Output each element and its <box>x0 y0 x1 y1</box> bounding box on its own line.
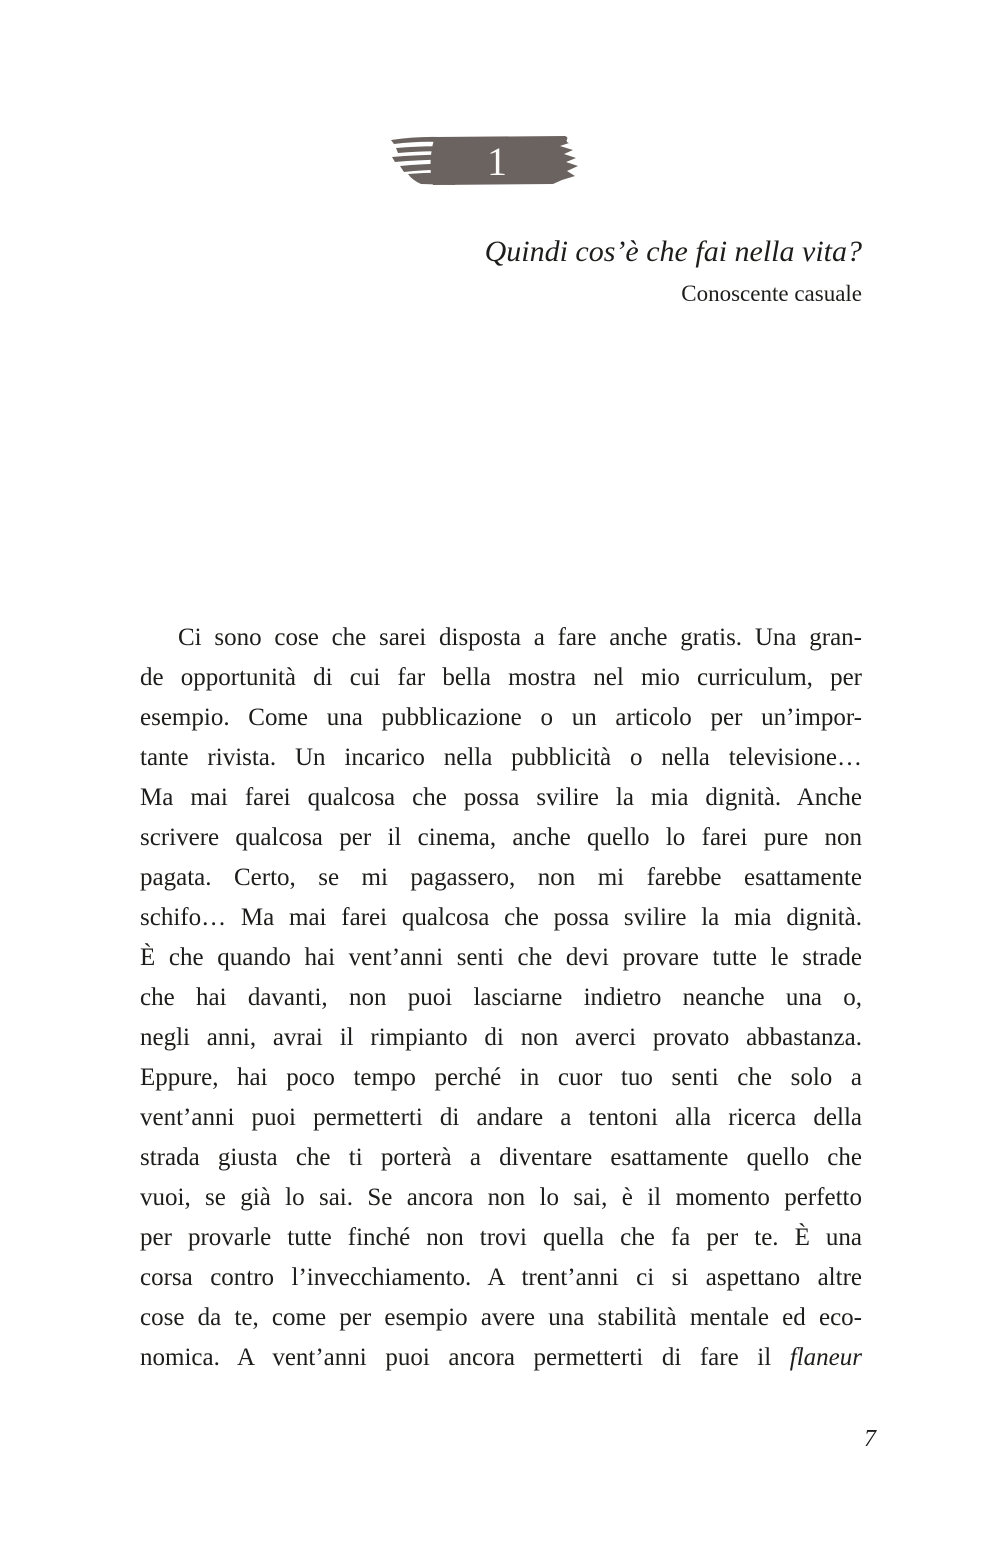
body-text-line <box>140 1098 862 1138</box>
brush-stroke-graphic <box>385 132 590 188</box>
body-text-line <box>140 1138 862 1178</box>
body-text-line <box>140 1178 862 1218</box>
body-text-segment: pagata. Certo, se mi pagassero, non mi farebbe esattamente <box>140 864 862 891</box>
body-text-segment: esempio. Come una pubblicazione o un articolo per un’impor- <box>140 704 862 731</box>
body-text-line <box>140 1218 862 1258</box>
body-text-segment: Ci sono cose che sarei disposta a fare anche gratis. Una gran- <box>178 624 862 651</box>
body-text-line <box>140 898 862 938</box>
body-text-segment: corsa contro l’invecchiamento. A trent’anni ci si aspettano altre <box>140 1264 862 1291</box>
body-text-segment: scrivere qualcosa per il cinema, anche quello lo farei pure non <box>140 824 862 851</box>
body-text-segment: de opportunità di cui far bella mostra nel mio curriculum, per <box>140 664 862 691</box>
body-text-line <box>140 858 862 898</box>
body-text-line <box>140 818 862 858</box>
body-text-line <box>140 978 862 1018</box>
body-text-segment: che hai davanti, non puoi lasciarne indietro neanche una o, <box>140 984 862 1011</box>
body-text-segment: tante rivista. Un incarico nella pubblicità o nella televisione… <box>140 744 862 771</box>
body-text-segment: schifo… Ma mai farei qualcosa che possa svilire la mia dignità. <box>140 904 862 931</box>
chapter-number: 1 <box>487 139 507 184</box>
brush-streak <box>408 173 455 185</box>
epigraph <box>485 233 862 309</box>
body-text-segment: Ma mai farei qualcosa che possa svilire la mia dignità. Anche <box>140 784 862 811</box>
body-italic-word: flaneur <box>789 1344 862 1371</box>
body-text-segment: nomica. A vent’anni puoi ancora permetterti di fare il <box>140 1344 790 1371</box>
chapter-banner <box>385 132 590 188</box>
body-text-line <box>140 778 862 818</box>
body-text-line <box>140 1298 862 1338</box>
body-text-segment: vuoi, se già lo sai. Se ancora non lo sai, è il momento perfetto <box>140 1184 862 1211</box>
body-text-line <box>140 618 862 658</box>
body-text-line <box>140 1018 862 1058</box>
body-text-segment: negli anni, avrai il rimpianto di non averci provato abbastanza. <box>140 1024 862 1051</box>
body-text-line <box>140 698 862 738</box>
body-text-line <box>140 1338 862 1378</box>
body-text-segment: Eppure, hai poco tempo perché in cuor tuo senti che solo a <box>140 1064 862 1091</box>
body-text-line <box>140 1058 862 1098</box>
body-text-segment: È che quando hai vent’anni senti che devi provare tutte le strade <box>140 944 862 971</box>
epigraph-quote: Quindi cos’è che fai nella vita? <box>484 235 862 268</box>
epigraph-attribution: Conoscente casuale <box>681 281 862 306</box>
body-paragraph <box>140 618 862 1378</box>
body-text-line <box>140 738 862 778</box>
body-text-segment: cose da te, come per esempio avere una stabilità mentale ed eco- <box>140 1304 862 1331</box>
body-text-line <box>140 658 862 698</box>
body-text-segment: strada giusta che ti porterà a diventare esattamente quello che <box>140 1144 862 1171</box>
page-number: 7 <box>864 1426 876 1452</box>
body-text-line <box>140 1258 862 1298</box>
body-text-segment: per provarle tutte finché non trovi quella che fa per te. È una <box>140 1224 862 1251</box>
body-text-segment: vent’anni puoi permetterti di andare a tentoni alla ricerca della <box>140 1104 862 1131</box>
body-text-line <box>140 938 862 978</box>
